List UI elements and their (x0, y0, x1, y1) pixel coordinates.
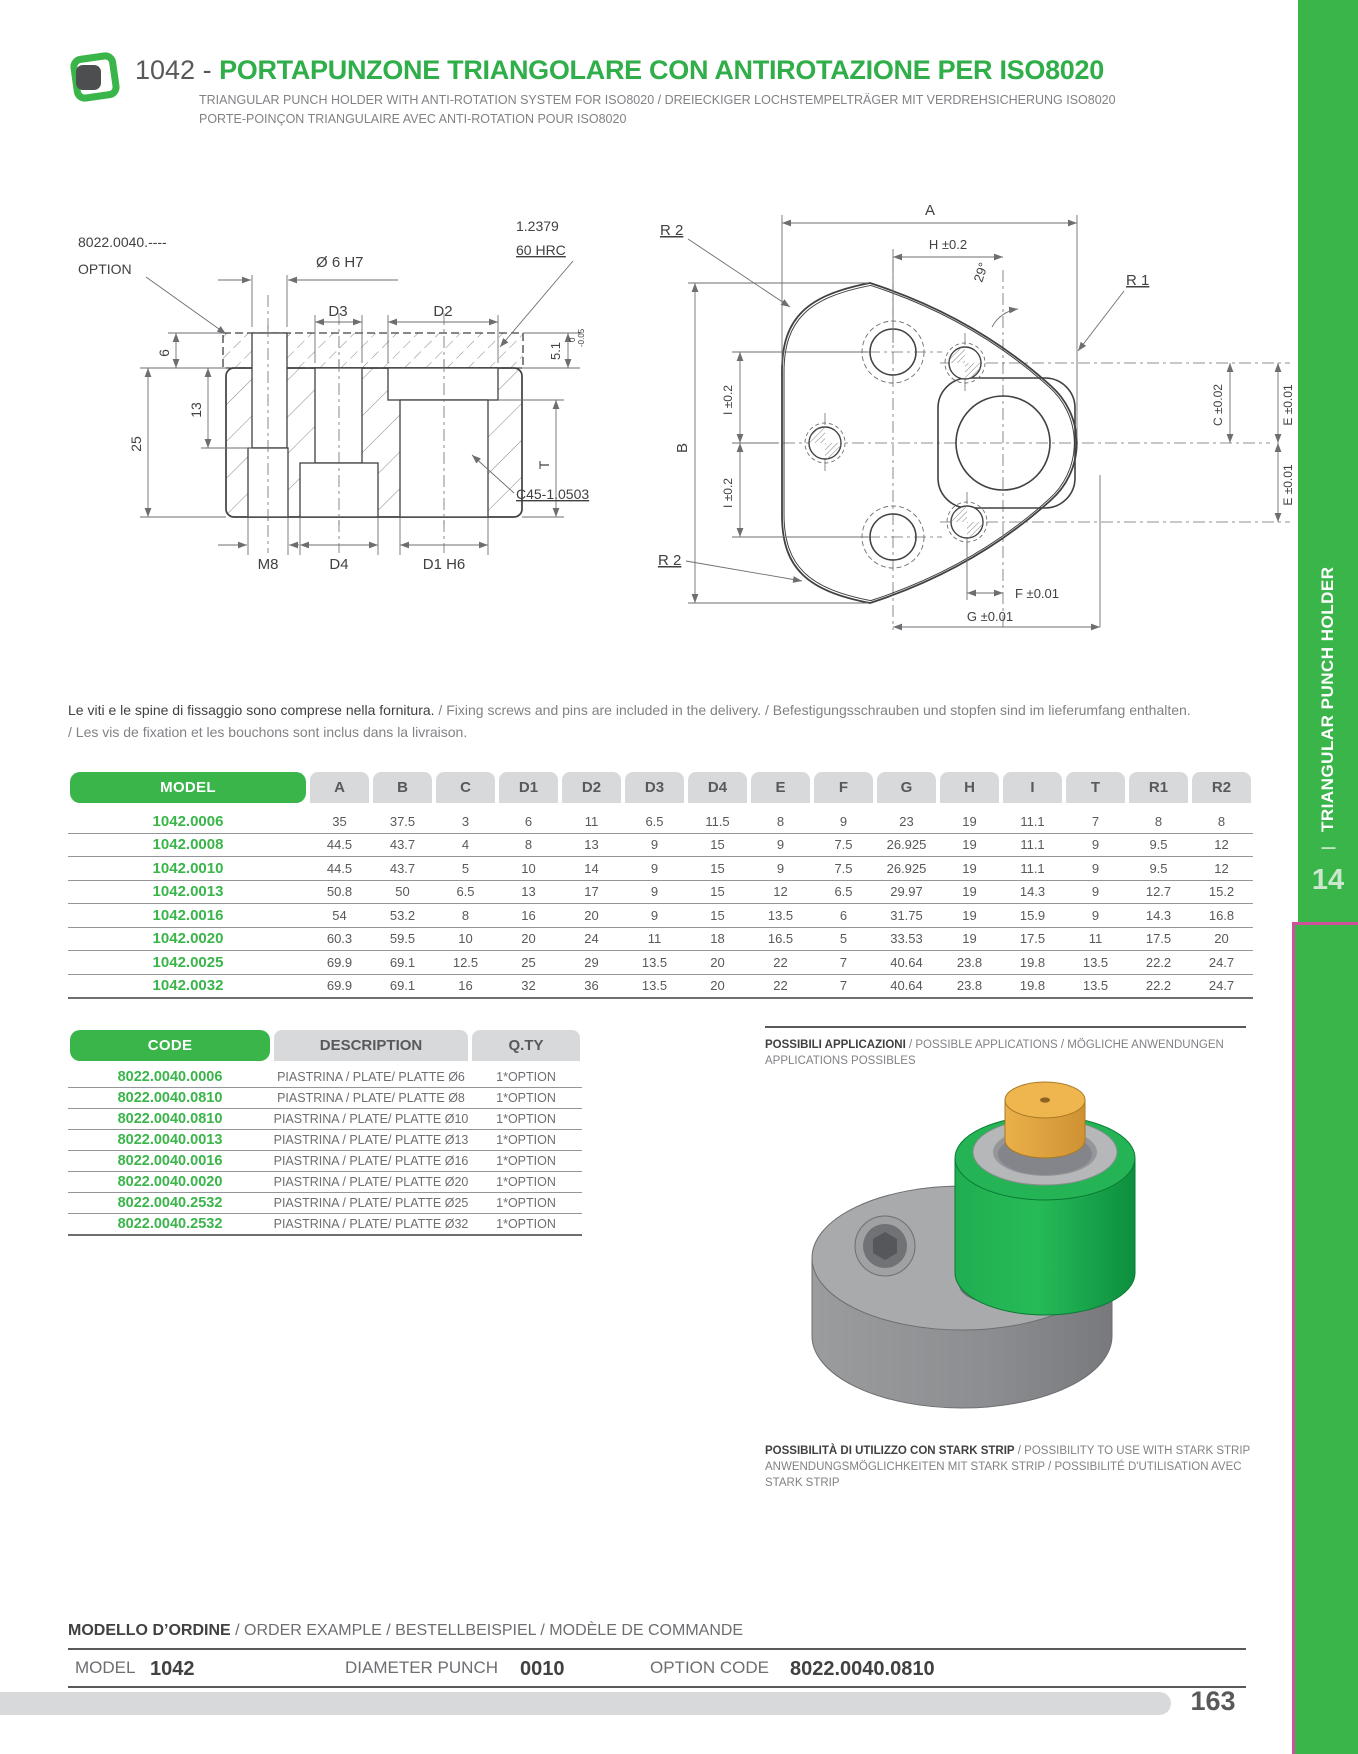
column-header-b: B (373, 772, 432, 803)
order-example (68, 1622, 1246, 1688)
table-row (68, 1172, 582, 1193)
table-cell: 16.8 (1208, 907, 1235, 923)
option-description: PIASTRINA / PLATE/ PLATTE Ø32 (273, 1217, 469, 1231)
table-cell: 13.5 (1082, 978, 1109, 994)
table-cell: 23.8 (956, 978, 983, 994)
table-cell: 9.5 (1149, 860, 1168, 876)
d1-label: D1 H6 (422, 556, 466, 573)
table-cell: 9 (650, 907, 659, 923)
table-cell: 22.2 (1145, 978, 1172, 994)
table-cell: 54 (332, 907, 347, 923)
option-code: 8022.0040.0016 (117, 1153, 223, 1169)
table-row (68, 975, 1253, 998)
option-qty: 1*OPTION (496, 1154, 556, 1168)
table-row (68, 881, 1253, 905)
table-cell: 26.925 (886, 837, 927, 853)
g-label: G ±0.01 (966, 609, 1014, 624)
column-header-a: A (310, 772, 369, 803)
tol-upper-label: 0 (568, 337, 577, 342)
table-cell: 11 (584, 813, 599, 829)
table-cell: 16 (458, 978, 473, 994)
table-cell: 19 (962, 813, 977, 829)
column-header-r1: R1 (1129, 772, 1188, 803)
table-cell: 12 (773, 884, 788, 900)
table-cell: 19.8 (1019, 954, 1046, 970)
table-cell: 9 (650, 837, 659, 853)
table-cell: 20 (1214, 931, 1229, 947)
dim13-label: 13 (188, 402, 204, 418)
table-cell: 15.2 (1208, 884, 1235, 900)
table-cell: 22 (773, 954, 788, 970)
table-cell: 9 (1091, 907, 1100, 923)
table-cell: 18 (710, 931, 725, 947)
order-diameter-value: 0010 (520, 1658, 565, 1680)
next-chapter-tab (1292, 922, 1358, 1754)
table-cell: 8 (524, 837, 533, 853)
dowel-pins (805, 343, 987, 542)
table-cell: 15 (710, 860, 725, 876)
table-cell: 31.75 (890, 907, 923, 923)
table-cell: 12 (1214, 837, 1229, 853)
chapter-separator: | (1319, 846, 1337, 850)
table-cell: 13.5 (1082, 954, 1109, 970)
model-code: 1042.0020 (152, 930, 224, 948)
table-cell: 9 (1091, 837, 1100, 853)
column-header-g: G (877, 772, 936, 803)
table-cell: 16 (521, 907, 536, 923)
i-upper-label: I ±0.2 (721, 385, 735, 415)
table-cell: 25 (521, 954, 536, 970)
chapter-vertical-label (1298, 500, 1358, 850)
table-cell: 10 (458, 931, 473, 947)
steel-label: 1.2379 (516, 218, 559, 234)
table-cell: 15 (710, 837, 725, 853)
table-cell: 29.97 (890, 884, 923, 900)
order-diameter-label: DIAMETER PUNCH (345, 1658, 499, 1677)
table-cell: 6.5 (456, 884, 475, 900)
option-code: 8022.0040.2532 (117, 1195, 223, 1211)
table-cell: 9 (839, 813, 848, 829)
option-description: PIASTRINA / PLATE/ PLATTE Ø13 (273, 1133, 469, 1147)
r2-bottom-label: R 2 (658, 552, 682, 569)
table-cell: 37.5 (389, 813, 416, 829)
table-cell: 4 (461, 837, 470, 853)
table-cell: 20 (584, 907, 599, 923)
brand-icon (70, 52, 116, 98)
table-row (68, 857, 1253, 881)
option-description: PIASTRINA / PLATE/ PLATTE Ø10 (273, 1112, 469, 1126)
table-cell: 3 (461, 813, 470, 829)
option-code-label: 8022.0040.---- (78, 234, 167, 250)
table-cell: 14 (584, 860, 599, 876)
e-lower-label: E ±0.01 (1281, 464, 1295, 506)
table-cell: 69.1 (389, 954, 416, 970)
material-label: C45-1.0503 (516, 486, 590, 502)
table-cell: 15.9 (1019, 907, 1046, 923)
caption-line2: ANWENDUNGSMÖGLICHKEITEN MIT STARK STRIP / POSSIBILITÉ D'UTILISATION AVEC STARK STRIP (765, 1461, 1242, 1490)
f-label: F ±0.01 (1015, 586, 1059, 601)
table-cell: 6 (524, 813, 533, 829)
table-cell: 11.1 (1020, 837, 1045, 853)
model-code: 1042.0025 (152, 953, 224, 971)
table-cell: 22.2 (1145, 954, 1172, 970)
model-code: 1042.0016 (152, 906, 224, 924)
column-header-c: C (436, 772, 495, 803)
table-cell: 24.7 (1208, 978, 1235, 994)
column-header-model: MODEL (70, 772, 306, 803)
table-cell: 53.2 (389, 907, 416, 923)
table-cell: 60.3 (326, 931, 353, 947)
h-label: H ±0.2 (928, 237, 968, 252)
table-cell: 19 (962, 907, 977, 923)
chapter-number: 14 (1311, 864, 1345, 896)
angle-label: 29° (970, 260, 991, 284)
table-cell: 20 (521, 931, 536, 947)
table-cell: 10 (521, 860, 536, 876)
option-description: PIASTRINA / PLATE/ PLATTE Ø8 (277, 1091, 465, 1105)
option-qty: 1*OPTION (496, 1112, 556, 1126)
table-cell: 13 (521, 884, 536, 900)
table-cell: 13.5 (641, 954, 668, 970)
order-heading-bold: MODELLO D’ORDINE (68, 1622, 231, 1639)
table-cell: 7 (839, 954, 848, 970)
option-code: 8022.0040.0013 (117, 1132, 223, 1148)
table-cell: 9 (1091, 860, 1100, 876)
table-cell: 19 (962, 860, 977, 876)
dim25-label: 25 (128, 436, 144, 452)
caption-rest: / POSSIBILITY TO USE WITH STARK STRIP (1014, 1445, 1251, 1457)
order-model-label: MODEL (75, 1658, 136, 1677)
section-view-drawing (68, 195, 613, 645)
b-label: B (674, 442, 691, 454)
model-code: 1042.0008 (152, 836, 224, 854)
pin-dia-label: Ø 6 H7 (316, 254, 364, 271)
page-number: 163 (1190, 1686, 1236, 1716)
d4-label: D4 (329, 556, 349, 573)
order-model-value: 1042 (150, 1658, 195, 1680)
table-cell: 24 (584, 931, 599, 947)
table-cell: 40.64 (890, 978, 923, 994)
table-cell: 7 (1091, 813, 1100, 829)
table-cell: 24.7 (1208, 954, 1235, 970)
table-cell: 6 (839, 907, 848, 923)
r2-top-label: R 2 (660, 222, 684, 239)
delivery-note (68, 700, 1248, 743)
table-cell: 8 (1154, 813, 1163, 829)
column-header-d1: D1 (499, 772, 558, 803)
i-lower-label: I ±0.2 (721, 478, 735, 508)
table-cell: 14.3 (1145, 907, 1172, 923)
table-cell: 8 (461, 907, 470, 923)
table-cell: 9 (1091, 884, 1100, 900)
column-header-qty: Q.TY (472, 1030, 580, 1061)
model-code: 1042.0006 (152, 812, 224, 830)
product-title: PORTAPUNZONE TRIANGOLARE CON ANTIROTAZIONE PER ISO8020 (219, 55, 1104, 85)
table-cell: 13 (584, 837, 599, 853)
applications-title-bold: POSSIBILI APPLICAZIONI (765, 1039, 906, 1051)
column-header-t: T (1066, 772, 1125, 803)
table-cell: 19 (962, 837, 977, 853)
order-option-value: 8022.0040.0810 (790, 1658, 935, 1680)
option-qty: 1*OPTION (496, 1091, 556, 1105)
table-row (68, 1151, 582, 1172)
table-cell: 7.5 (834, 860, 853, 876)
table-cell: 44.5 (326, 860, 353, 876)
column-header-f: F (814, 772, 873, 803)
column-header-i: I (1003, 772, 1062, 803)
option-code: 8022.0040.2532 (117, 1216, 223, 1232)
product-code: 1042 - (135, 55, 220, 85)
table-cell: 29 (584, 954, 599, 970)
applications-divider (765, 1026, 1246, 1028)
table-cell: 12.7 (1145, 884, 1172, 900)
caption-bold: POSSIBILITÀ DI UTILIZZO CON STARK STRIP (765, 1445, 1015, 1457)
table-cell: 44.5 (326, 837, 353, 853)
option-qty: 1*OPTION (496, 1175, 556, 1189)
dimension-table (68, 772, 1253, 999)
table-cell: 9 (650, 860, 659, 876)
stark-strip-caption (765, 1443, 1265, 1491)
column-header-description: DESCRIPTION (274, 1030, 468, 1061)
d3-label: D3 (328, 303, 348, 320)
table-cell: 5 (839, 931, 848, 947)
table-row (68, 1109, 582, 1130)
table-row (68, 1088, 582, 1109)
table-cell: 43.7 (389, 837, 416, 853)
option-qty: 1*OPTION (496, 1217, 556, 1231)
table-cell: 22 (773, 978, 788, 994)
table-cell: 12.5 (452, 954, 479, 970)
table-row (68, 951, 1253, 975)
table-cell: 69.1 (389, 978, 416, 994)
table-cell: 50 (395, 884, 410, 900)
model-code: 1042.0010 (152, 859, 224, 877)
table-cell: 11.1 (1020, 813, 1045, 829)
table-cell: 19 (962, 884, 977, 900)
order-option-label: OPTION CODE (650, 1658, 770, 1677)
option-description: PIASTRINA / PLATE/ PLATTE Ø25 (273, 1196, 469, 1210)
table-cell: 35 (332, 813, 347, 829)
option-qty: 1*OPTION (496, 1196, 556, 1210)
order-heading (68, 1622, 1246, 1650)
table-cell: 16.5 (767, 931, 794, 947)
table-cell: 11.5 (705, 813, 730, 829)
subtitle-line-1: TRIANGULAR PUNCH HOLDER WITH ANTI-ROTATION SYSTEM FOR ISO8020 / DREIECKIGER LOCHSTEMPELTRÄGER MIT VERDREHSICHERUNG ISO8020 (199, 93, 1116, 107)
table-cell: 17.5 (1019, 931, 1046, 947)
option-description: PIASTRINA / PLATE/ PLATTE Ø20 (273, 1175, 469, 1189)
t-label: T (536, 460, 552, 470)
table-cell: 8 (776, 813, 785, 829)
table-cell: 20 (710, 954, 725, 970)
table-cell: 7.5 (834, 837, 853, 853)
option-code: 8022.0040.0020 (117, 1174, 223, 1190)
column-header-h: H (940, 772, 999, 803)
applications-title-line2: APPLICATIONS POSSIBLES (765, 1055, 916, 1068)
option-code: 8022.0040.0810 (117, 1111, 223, 1127)
footer-band (0, 1692, 1171, 1715)
option-description: PIASTRINA / PLATE/ PLATTE Ø16 (273, 1154, 469, 1168)
table-cell: 23 (899, 813, 914, 829)
plate-thickness-label: 5.1 (548, 341, 563, 361)
table-cell: 9 (776, 860, 785, 876)
dimension-table-body (68, 810, 1253, 999)
tol-lower-label: -0.05 (577, 328, 586, 347)
code-table-body (68, 1067, 582, 1236)
r1-label: R 1 (1126, 272, 1150, 289)
product-render (800, 1078, 1185, 1415)
table-cell: 9.5 (1149, 837, 1168, 853)
column-header-d2: D2 (562, 772, 621, 803)
code-table-header (68, 1030, 582, 1061)
table-cell: 5 (461, 860, 470, 876)
order-heading-rest: / ORDER EXAMPLE / BESTELLBEISPIEL / MODÈLE DE COMMANDE (230, 1622, 744, 1639)
table-cell: 13.5 (641, 978, 668, 994)
table-cell: 12 (1214, 860, 1229, 876)
table-row (68, 1193, 582, 1214)
option-code: 8022.0040.0006 (117, 1069, 223, 1085)
column-header-d3: D3 (625, 772, 684, 803)
column-header-e: E (751, 772, 810, 803)
table-cell: 59.5 (389, 931, 416, 947)
table-cell: 50.8 (326, 884, 353, 900)
table-cell: 40.64 (890, 954, 923, 970)
table-cell: 19.8 (1019, 978, 1046, 994)
d2-label: D2 (433, 303, 453, 320)
option-qty: 1*OPTION (496, 1070, 556, 1084)
option-code: 8022.0040.0810 (117, 1090, 223, 1106)
table-row (68, 1214, 582, 1234)
applications-title (765, 1037, 1255, 1069)
table-cell: 9 (776, 837, 785, 853)
option-label: OPTION (78, 261, 132, 277)
brand-icon-square (76, 65, 101, 90)
table-cell: 14.3 (1019, 884, 1046, 900)
table-cell: 11.1 (1020, 860, 1045, 876)
note-primary: Le viti e le spine di fissaggio sono comprese nella fornitura. (68, 702, 435, 718)
table-cell: 11 (1088, 931, 1103, 947)
order-row (68, 1650, 1246, 1688)
table-cell: 9 (650, 884, 659, 900)
table-row (68, 834, 1253, 858)
table-cell: 13.5 (767, 907, 794, 923)
top-view-drawing (630, 175, 1302, 650)
table-cell: 6.5 (645, 813, 664, 829)
table-cell: 19 (962, 931, 977, 947)
a-label: A (924, 202, 936, 219)
column-header-d4: D4 (688, 772, 747, 803)
note-secondary: / Fixing screws and pins are included in the delivery. / Befestigungsschrauben und stopfen sind im lieferumfang enthalten. (434, 702, 1191, 718)
subtitle-line-2: PORTE-POINÇON TRIANGULAIRE AVEC ANTI-ROTATION POUR ISO8020 (199, 112, 627, 127)
applications-title-rest: / POSSIBLE APPLICATIONS / MÖGLICHE ANWENDUNGEN (905, 1039, 1224, 1051)
e-upper-label: E ±0.01 (1281, 384, 1295, 426)
table-cell: 69.9 (326, 978, 353, 994)
page-subtitle (199, 91, 1116, 130)
table-row (68, 1130, 582, 1151)
table-cell: 15 (710, 907, 725, 923)
table-cell: 7 (839, 978, 848, 994)
chapter-label: TRIANGULAR PUNCH HOLDER (1318, 566, 1337, 833)
option-code-table (68, 1030, 582, 1236)
table-cell: 15 (710, 884, 725, 900)
option-qty: 1*OPTION (496, 1133, 556, 1147)
table-cell: 43.7 (389, 860, 416, 876)
page-title (135, 55, 1104, 86)
table-cell: 33.53 (890, 931, 923, 947)
dimension-table-header (68, 772, 1253, 803)
dim6-label: 6 (156, 349, 172, 357)
model-code: 1042.0013 (152, 883, 224, 901)
table-cell: 32 (521, 978, 536, 994)
column-header-r2: R2 (1192, 772, 1251, 803)
table-row (68, 1067, 582, 1088)
note-line2: / Les vis de fixation et les bouchons sont inclus dans la livraison. (68, 723, 468, 740)
table-row (68, 810, 1253, 834)
table-cell: 69.9 (326, 954, 353, 970)
table-cell: 20 (710, 978, 725, 994)
option-description: PIASTRINA / PLATE/ PLATTE Ø6 (277, 1070, 465, 1084)
table-row (68, 928, 1253, 952)
table-cell: 17 (584, 884, 599, 900)
table-row (68, 904, 1253, 928)
hardness-label: 60 HRC (516, 242, 566, 258)
table-cell: 23.8 (956, 954, 983, 970)
table-cell: 6.5 (834, 884, 853, 900)
model-code: 1042.0032 (152, 977, 224, 995)
m8-label: M8 (257, 556, 279, 573)
table-cell: 17.5 (1145, 931, 1172, 947)
column-header-code: CODE (70, 1030, 270, 1061)
table-cell: 11 (647, 931, 662, 947)
table-cell: 26.925 (886, 860, 927, 876)
table-cell: 36 (584, 978, 599, 994)
c-label: C ±0.02 (1211, 384, 1225, 426)
table-cell: 8 (1217, 813, 1226, 829)
